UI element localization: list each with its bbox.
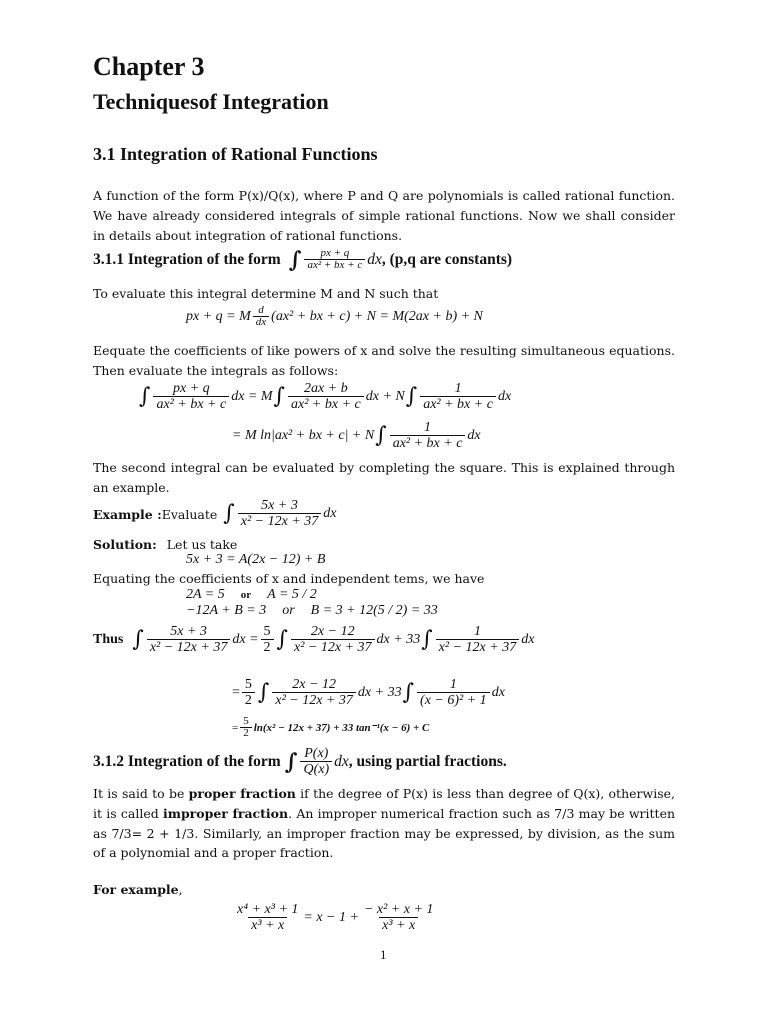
integral-sign: ∫ (276, 627, 288, 652)
fraction-numerator: 2ax + b (304, 381, 348, 396)
thus-line (93, 624, 534, 656)
for-example-line (93, 882, 183, 897)
mid-text: dx = M (231, 389, 273, 404)
solution-equation-2 (186, 587, 317, 603)
coefficient-fraction (240, 716, 252, 739)
fraction-denominator: x² − 12x + 37 (272, 692, 356, 709)
integral-sign: ∫ (421, 627, 433, 652)
integral-sign: ∫ (288, 246, 302, 273)
equals-sign: = (232, 721, 239, 734)
eq-mn-lhs: px + q = M (186, 308, 251, 324)
fraction-numerator: 2x − 12 (292, 677, 336, 692)
equating-text: Equating the coefficients of x and independent tems, we have (93, 571, 485, 586)
fraction-denominator: Q(x) (300, 761, 332, 778)
fraction-2 (288, 381, 364, 413)
fraction-numerator: 5 (243, 715, 249, 727)
fraction-denominator: 2 (261, 639, 274, 656)
coefficient-fraction (242, 677, 255, 709)
improper-fraction-term: improper fraction (162, 805, 289, 821)
pq-dx: dx (334, 753, 349, 770)
fraction-3 (436, 624, 520, 656)
for-example-comma: , (178, 882, 183, 897)
paragraph-text: It is said to be (93, 786, 189, 801)
fraction-numerator: 1 (424, 420, 432, 435)
equation-part: A = 5 / 2 (267, 587, 317, 602)
fraction-denominator: x² − 12x + 37 (147, 639, 231, 656)
fraction-1 (272, 677, 356, 709)
solution-text: Let us take (166, 537, 238, 552)
equation-part: −12A + B = 3 (186, 603, 267, 618)
integral-sign: ∫ (284, 749, 298, 775)
intro-paragraph: A function of the form P(x)/Q(x), where P and Q are polynomials is called rational function. We have already considered integrals of simple rational functions. Now we shall consider in details about integration of rational functions. (93, 188, 675, 243)
solution-label: Solution: (93, 537, 157, 552)
step-3-result: ln(x² − 12x + 37) + 33 tan⁻¹(x − 6) + C (253, 722, 430, 734)
chapter-title: Techniquesof Integration (93, 89, 329, 114)
pq-fraction (300, 746, 332, 778)
final-equation (232, 902, 438, 934)
coefficient-fraction (261, 624, 274, 656)
fraction-denominator: x² − 12x + 37 (291, 639, 375, 656)
integral-line-1 (138, 381, 511, 413)
mid-text: dx = (232, 632, 259, 647)
form-suffix: , (p,q are constants) (381, 250, 513, 268)
subsection-heading-3-1-1 (93, 248, 512, 271)
step-2-line (232, 677, 505, 709)
fraction-numerator: 1 (454, 381, 462, 396)
eq-mn-rhs: (ax² + bx + c) + N = M(2ax + b) + N (271, 308, 483, 324)
solution-equation-1: 5x + 3 = A(2x − 12) + B (186, 552, 326, 567)
fraction-numerator: 5x + 3 (261, 498, 298, 513)
form-numerator: px + q (320, 247, 350, 259)
paragraph-text: . An improper numerical fraction such as 7/3 may be written as 7/3= 2 + 1/3. Similarly, an improper fraction may be expressed, by division, as the sum of a polynomial and a proper fraction. (93, 805, 676, 861)
mid-text: dx + 33 (376, 632, 421, 647)
fraction-denominator: ax² + bx + c (288, 396, 364, 413)
for-example-label: For example (93, 882, 179, 897)
pq-suffix: , using partial fractions. (348, 753, 507, 770)
subsection-heading-3-1-2 (93, 746, 507, 778)
right-fraction (361, 902, 436, 934)
fraction-numerator: 2x − 12 (310, 624, 355, 639)
fraction-denominator: 2 (242, 692, 255, 709)
fraction-3 (420, 381, 496, 413)
fraction-numerator: 5 (263, 624, 271, 639)
solution-line (93, 537, 237, 552)
fraction-2 (291, 624, 375, 656)
fraction-numerator: px + q (173, 381, 210, 396)
fraction-denominator: ax² + bx + c (153, 396, 229, 413)
mid-text: dx + N (365, 389, 405, 404)
fraction-denominator: ax² + bx + c (390, 435, 466, 452)
integral-sign: ∫ (132, 627, 144, 652)
equation-m-n (186, 305, 483, 328)
fraction-numerator: P(x) (304, 746, 329, 761)
integral-sign: ∫ (139, 384, 151, 409)
equation-part: 2A = 5 (186, 587, 225, 602)
form-dx: dx (367, 250, 382, 268)
left-fraction (234, 902, 301, 934)
fraction-numerator: − x² + x + 1 (363, 902, 434, 917)
integral-line-2 (232, 420, 481, 452)
integral-sign: ∫ (257, 680, 270, 705)
subsection-heading-text: 3.1.2 Integration of the form (93, 753, 281, 770)
fraction-denominator: x² − 12x + 37 (238, 513, 322, 530)
integral-sign: ∫ (273, 384, 285, 409)
determine-text: To evaluate this integral determine M and N such that (93, 286, 439, 301)
form-denominator: ax² + bx + c (304, 259, 365, 271)
fraction-numerator: 1 (449, 677, 457, 692)
mid-text: dx + 33 (357, 685, 402, 700)
fraction-1 (153, 381, 229, 413)
derivative-dx: dx (253, 316, 269, 328)
thus-label: Thus (93, 632, 124, 647)
fraction (390, 420, 466, 452)
page-number: 1 (380, 947, 387, 962)
example-fraction (238, 498, 322, 530)
example-label: Example : (93, 506, 162, 522)
integral-sign: ∫ (223, 501, 235, 526)
proper-fraction-paragraph (93, 784, 675, 863)
subsection-heading-text: 3.1.1 Integration of the form (93, 250, 281, 268)
chapter-heading: Chapter 3 (93, 52, 205, 81)
or-text: or (282, 603, 295, 618)
fraction-denominator: (x − 6)² + 1 (417, 692, 490, 709)
fraction-numerator: 1 (473, 624, 481, 639)
paragraph-text: if the degree of P(x) is less than degree of Q(x), otherwise, it is called (93, 786, 675, 821)
second-integral-paragraph: The second integral can be evaluated by completing the square. This is explained through an example. (93, 460, 675, 495)
fraction-numerator: x⁴ + x³ + 1 (237, 902, 299, 917)
equate-paragraph: Eequate the coefficients of like powers of x and solve the resulting simultaneous equations. Then evaluate the integrals as follows: (93, 343, 675, 378)
integral-sign: ∫ (405, 384, 418, 409)
derivative-d: d (258, 304, 264, 316)
evaluate-text: Evaluate (161, 506, 218, 522)
end-text: dx (467, 428, 481, 443)
example-dx: dx (323, 506, 337, 521)
equals-sign: = (232, 685, 240, 700)
fraction-numerator: 5 (244, 677, 252, 692)
proper-fraction-term: proper fraction (188, 786, 296, 801)
step-3-line (232, 716, 429, 739)
end-text: dx (521, 632, 535, 647)
end-text: dx (497, 389, 512, 404)
fraction-2 (417, 677, 490, 709)
example-line (93, 498, 337, 530)
fraction-numerator: 5x + 3 (170, 624, 207, 639)
lead-text: = M ln|ax² + bx + c| + N (232, 428, 375, 443)
fraction-1 (147, 624, 231, 656)
fraction-denominator: x³ + x (379, 917, 418, 934)
or-text: or (240, 589, 252, 601)
end-text: dx (491, 685, 505, 700)
form-fraction (304, 248, 365, 271)
mid-text: = x − 1 + (303, 910, 359, 925)
solution-equation-3 (186, 603, 438, 619)
fraction-denominator: 2 (240, 727, 252, 739)
section-heading: 3.1 Integration of Rational Functions (93, 144, 378, 164)
fraction-denominator: x³ + x (248, 917, 287, 934)
derivative-fraction (253, 305, 269, 328)
fraction-denominator: x² − 12x + 37 (436, 639, 520, 656)
fraction-denominator: ax² + bx + c (420, 396, 496, 413)
integral-sign: ∫ (375, 423, 387, 448)
integral-sign: ∫ (402, 680, 415, 705)
equation-part: B = 3 + 12(5 / 2) = 33 (310, 603, 438, 618)
